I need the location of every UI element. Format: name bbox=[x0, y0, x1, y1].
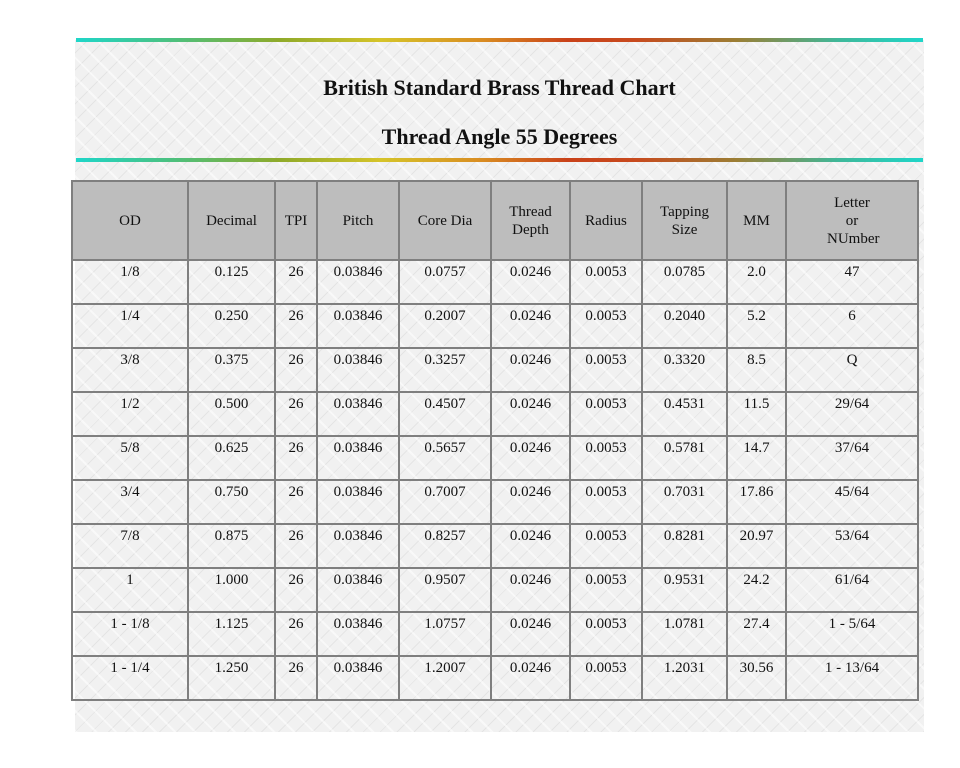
table-cell: 0.2007 bbox=[399, 304, 491, 348]
table-cell: 3/4 bbox=[72, 480, 188, 524]
table-cell: 6 bbox=[786, 304, 918, 348]
table-cell: 27.4 bbox=[727, 612, 786, 656]
table-cell: 1.0757 bbox=[399, 612, 491, 656]
table-cell: 0.0246 bbox=[491, 568, 570, 612]
page-title: British Standard Brass Thread Chart bbox=[323, 75, 676, 100]
table-row bbox=[72, 304, 918, 348]
table-cell: 0.0053 bbox=[570, 260, 642, 304]
table-cell: 0.625 bbox=[188, 436, 275, 480]
table-row bbox=[72, 392, 918, 436]
header-row bbox=[72, 181, 918, 260]
table-cell: 0.5657 bbox=[399, 436, 491, 480]
table-cell: 0.03846 bbox=[317, 568, 399, 612]
table-cell: 0.03846 bbox=[317, 348, 399, 392]
col-header-tapping-size bbox=[642, 181, 727, 260]
table-cell: 2.0 bbox=[727, 260, 786, 304]
table-row bbox=[72, 656, 918, 700]
page-subtitle: Thread Angle 55 Degrees bbox=[381, 124, 618, 149]
table-row bbox=[72, 524, 918, 568]
table-cell: 26 bbox=[275, 480, 317, 524]
table-cell: 30.56 bbox=[727, 656, 786, 700]
table-cell: 0.3320 bbox=[642, 348, 727, 392]
col-header-core-dia bbox=[399, 181, 491, 260]
table-cell: 7/8 bbox=[72, 524, 188, 568]
table-cell: 0.0053 bbox=[570, 348, 642, 392]
table-cell: 1 - 5/64 bbox=[786, 612, 918, 656]
col-header-tpi bbox=[275, 181, 317, 260]
table-cell: 0.9507 bbox=[399, 568, 491, 612]
table-cell: 0.0053 bbox=[570, 524, 642, 568]
table-cell: 8.5 bbox=[727, 348, 786, 392]
table-row bbox=[72, 436, 918, 480]
table-cell: 1.2031 bbox=[642, 656, 727, 700]
col-label: Pitch bbox=[342, 212, 374, 229]
table-cell: 0.7007 bbox=[399, 480, 491, 524]
col-label: Decimal bbox=[206, 212, 257, 229]
table-cell: 53/64 bbox=[786, 524, 918, 568]
table-cell: 0.9531 bbox=[642, 568, 727, 612]
table-row bbox=[72, 260, 918, 304]
table-cell: 1.2007 bbox=[399, 656, 491, 700]
table-cell: 0.0053 bbox=[570, 304, 642, 348]
table-cell: 45/64 bbox=[786, 480, 918, 524]
table-cell: 0.0246 bbox=[491, 392, 570, 436]
table-cell: 61/64 bbox=[786, 568, 918, 612]
table-cell: 26 bbox=[275, 656, 317, 700]
table-cell: 0.125 bbox=[188, 260, 275, 304]
table-cell: 26 bbox=[275, 524, 317, 568]
col-label: Thread Depth bbox=[509, 203, 552, 238]
divider-bottom bbox=[76, 158, 923, 162]
col-header-decimal bbox=[188, 181, 275, 260]
table-cell: 0.875 bbox=[188, 524, 275, 568]
table-cell: 0.0246 bbox=[491, 612, 570, 656]
table-cell: 20.97 bbox=[727, 524, 786, 568]
table-cell: 0.0785 bbox=[642, 260, 727, 304]
table-cell: 0.0053 bbox=[570, 392, 642, 436]
table-row bbox=[72, 348, 918, 392]
table-cell: 1/8 bbox=[72, 260, 188, 304]
divider-top bbox=[76, 38, 923, 42]
table-cell: 0.8257 bbox=[399, 524, 491, 568]
table-cell: 0.2040 bbox=[642, 304, 727, 348]
table-cell: 0.0246 bbox=[491, 348, 570, 392]
col-header-od bbox=[72, 181, 188, 260]
table-cell: 0.5781 bbox=[642, 436, 727, 480]
table-cell: 26 bbox=[275, 304, 317, 348]
table-body bbox=[72, 260, 918, 700]
table-cell: 1 - 13/64 bbox=[786, 656, 918, 700]
table-cell: 17.86 bbox=[727, 480, 786, 524]
thread-chart-table bbox=[71, 180, 919, 701]
table-cell: 1 - 1/4 bbox=[72, 656, 188, 700]
table-cell: 0.0053 bbox=[570, 568, 642, 612]
table-cell: 26 bbox=[275, 348, 317, 392]
table-cell: 1 bbox=[72, 568, 188, 612]
table-cell: 26 bbox=[275, 392, 317, 436]
col-header-mm bbox=[727, 181, 786, 260]
table-row bbox=[72, 612, 918, 656]
table-cell: 0.03846 bbox=[317, 612, 399, 656]
table-cell: 1.0781 bbox=[642, 612, 727, 656]
table-cell: 0.0757 bbox=[399, 260, 491, 304]
table-cell: 47 bbox=[786, 260, 918, 304]
table-cell: 0.7031 bbox=[642, 480, 727, 524]
table-cell: 0.0053 bbox=[570, 436, 642, 480]
table-cell: 0.0246 bbox=[491, 304, 570, 348]
table-cell: Q bbox=[786, 348, 918, 392]
table-cell: 5.2 bbox=[727, 304, 786, 348]
table-cell: 26 bbox=[275, 260, 317, 304]
table-cell: 0.0246 bbox=[491, 524, 570, 568]
table-cell: 0.03846 bbox=[317, 392, 399, 436]
table-cell: 0.0053 bbox=[570, 656, 642, 700]
col-header-letter-or-number bbox=[786, 181, 918, 260]
col-label: Tapping Size bbox=[660, 203, 709, 238]
table-cell: 1.000 bbox=[188, 568, 275, 612]
table-cell: 0.03846 bbox=[317, 656, 399, 700]
table-cell: 0.0246 bbox=[491, 260, 570, 304]
table-cell: 1/4 bbox=[72, 304, 188, 348]
table-cell: 37/64 bbox=[786, 436, 918, 480]
col-header-pitch bbox=[317, 181, 399, 260]
col-label: Radius bbox=[585, 212, 627, 229]
table-cell: 24.2 bbox=[727, 568, 786, 612]
col-label: Letter or NUmber bbox=[827, 194, 880, 247]
table-cell: 0.0053 bbox=[570, 612, 642, 656]
table-cell: 29/64 bbox=[786, 392, 918, 436]
table-cell: 0.03846 bbox=[317, 436, 399, 480]
table-cell: 0.03846 bbox=[317, 524, 399, 568]
table-header bbox=[72, 181, 918, 260]
table-row bbox=[72, 480, 918, 524]
table-cell: 0.8281 bbox=[642, 524, 727, 568]
table-cell: 0.03846 bbox=[317, 304, 399, 348]
table-cell: 26 bbox=[275, 436, 317, 480]
table-cell: 11.5 bbox=[727, 392, 786, 436]
table-cell: 0.500 bbox=[188, 392, 275, 436]
table-cell: 0.750 bbox=[188, 480, 275, 524]
table-cell: 0.4531 bbox=[642, 392, 727, 436]
table-cell: 3/8 bbox=[72, 348, 188, 392]
table-cell: 1.125 bbox=[188, 612, 275, 656]
table-cell: 26 bbox=[275, 612, 317, 656]
table-cell: 0.0246 bbox=[491, 436, 570, 480]
table-cell: 1.250 bbox=[188, 656, 275, 700]
table-cell: 0.0246 bbox=[491, 480, 570, 524]
table-cell: 1/2 bbox=[72, 392, 188, 436]
table-cell: 0.0053 bbox=[570, 480, 642, 524]
col-header-thread-depth bbox=[491, 181, 570, 260]
table-row bbox=[72, 568, 918, 612]
table-cell: 0.375 bbox=[188, 348, 275, 392]
table-cell: 0.4507 bbox=[399, 392, 491, 436]
col-header-radius bbox=[570, 181, 642, 260]
table-cell: 0.03846 bbox=[317, 260, 399, 304]
col-label: TPI bbox=[284, 212, 308, 229]
col-label: Core Dia bbox=[417, 212, 473, 229]
table-cell: 26 bbox=[275, 568, 317, 612]
table-cell: 0.3257 bbox=[399, 348, 491, 392]
col-label: OD bbox=[119, 212, 141, 229]
table-cell: 0.0246 bbox=[491, 656, 570, 700]
table-cell: 0.03846 bbox=[317, 480, 399, 524]
table-cell: 0.250 bbox=[188, 304, 275, 348]
table-cell: 1 - 1/8 bbox=[72, 612, 188, 656]
col-label: MM bbox=[743, 212, 770, 229]
table-cell: 14.7 bbox=[727, 436, 786, 480]
table-cell: 5/8 bbox=[72, 436, 188, 480]
